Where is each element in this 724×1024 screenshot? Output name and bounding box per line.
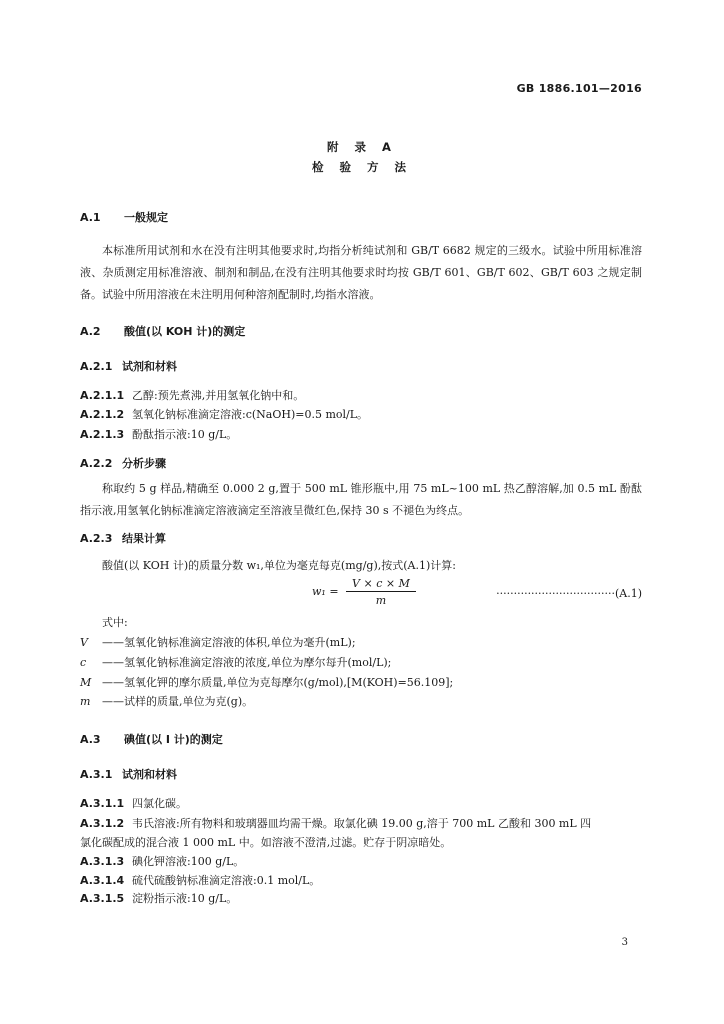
item-number: A.2.1.1 xyxy=(80,389,125,402)
list-item xyxy=(80,406,368,422)
section-number: A.2.3 xyxy=(80,532,113,545)
symbol: m xyxy=(80,695,91,708)
section-a21-heading xyxy=(80,358,177,374)
section-title: 碘值(以 I 计)的测定 xyxy=(124,733,223,746)
standard-code-header: GB 1886.101—2016 xyxy=(516,82,642,95)
symbol: V xyxy=(80,636,88,649)
item-number: A.3.1.1 xyxy=(80,797,125,810)
section-number: A.2.1 xyxy=(80,360,113,373)
section-a23-heading xyxy=(80,530,166,546)
symbol: M xyxy=(80,676,92,689)
section-number: A.2 xyxy=(80,325,101,338)
symbol-definition xyxy=(80,654,391,670)
symbol: c xyxy=(80,656,87,669)
symbol-definition xyxy=(80,634,356,650)
list-item xyxy=(80,387,304,403)
section-title: 结果计算 xyxy=(122,532,166,545)
formula-fraction xyxy=(346,577,416,607)
list-item xyxy=(80,795,187,811)
where-label: 式中: xyxy=(102,616,128,629)
item-text: 氢氧化钠标准滴定溶液:c(NaOH)=0.5 mol/L。 xyxy=(132,408,369,421)
item-number: A.2.1.3 xyxy=(80,428,125,441)
list-item xyxy=(80,890,237,906)
symbol-definition xyxy=(80,674,453,690)
definition-text: ——氢氧化钾的摩尔质量,单位为克每摩尔(g/mol),[M(KOH)=56.109]; xyxy=(102,676,454,689)
definition-text: ——试样的质量,单位为克(g)。 xyxy=(102,695,254,708)
item-text: 韦氏溶液:所有物料和玻璃器皿均需干燥。取氯化碘 19.00 g,溶于 700 mL 乙酸和 300 mL 四 xyxy=(132,817,592,830)
section-a22-paragraph: 称取约 5 g 样品,精确至 0.000 2 g,置于 500 mL 锥形瓶中,用 75 mL~100 mL 热乙醇溶解,加 0.5 mL 酚酞指示液,用氢氧化钠标准滴定溶液滴定至溶液呈微红色,保持 30 s 不褪色为终点。 xyxy=(80,482,642,517)
section-a1-heading xyxy=(80,209,168,225)
section-title: 试剂和材料 xyxy=(122,768,177,781)
item-number: A.2.1.2 xyxy=(80,408,125,421)
section-number: A.3.1 xyxy=(80,768,113,781)
section-number: A.3 xyxy=(80,733,101,746)
section-a2-heading xyxy=(80,323,245,339)
symbol-definition xyxy=(80,693,253,709)
list-item xyxy=(80,853,244,869)
list-item-continuation: 氯化碳配成的混合液 1 000 mL 中。如溶液不澄清,过滤。贮存于阴凉暗处。 xyxy=(80,836,452,849)
list-item xyxy=(80,872,320,888)
section-number: A.2.2 xyxy=(80,457,113,470)
section-a31-heading xyxy=(80,766,177,782)
equation-tag: ··································(A.1) xyxy=(496,587,642,600)
item-text: 四氯化碳。 xyxy=(132,797,187,810)
section-a22-heading xyxy=(80,455,166,471)
definition-text: ——氢氧化钠标准滴定溶液的体积,单位为毫升(mL); xyxy=(102,636,356,649)
item-text: 酚酞指示液:10 g/L。 xyxy=(132,428,238,441)
item-number: A.3.1.2 xyxy=(80,817,125,830)
item-number: A.3.1.3 xyxy=(80,855,125,868)
item-number: A.3.1.4 xyxy=(80,874,125,887)
item-number: A.3.1.5 xyxy=(80,892,125,905)
item-text: 硫代硫酸钠标准滴定溶液:0.1 mol/L。 xyxy=(132,874,321,887)
section-title: 一般规定 xyxy=(124,211,168,224)
section-a3-heading xyxy=(80,731,223,747)
formula-numerator: V × c × M xyxy=(346,577,416,592)
formula-intro: 酸值(以 KOH 计)的质量分数 w₁,单位为毫克每克(mg/g),按式(A.1)计算: xyxy=(102,559,456,572)
formula-lhs: w₁ = xyxy=(312,585,339,598)
formula-denominator: m xyxy=(375,594,387,607)
appendix-title: 检 验 方 法 xyxy=(311,160,412,174)
list-item xyxy=(80,815,591,831)
appendix-label: 附 录 A xyxy=(327,140,397,154)
section-title: 酸值(以 KOH 计)的测定 xyxy=(124,325,246,338)
section-title: 试剂和材料 xyxy=(122,360,177,373)
formula-a1 xyxy=(312,577,416,607)
item-text: 乙醇:预先煮沸,并用氢氧化钠中和。 xyxy=(132,389,305,402)
page-number: 3 xyxy=(621,937,628,948)
item-text: 碘化钾溶液:100 g/L。 xyxy=(132,855,245,868)
section-a1-paragraph: 本标准所用试剂和水在没有注明其他要求时,均指分析纯试剂和 GB/T 6682 规定的三级水。试验中所用标准溶液、杂质测定用标准溶液、制剂和制品,在没有注明其他要求时均按 GB/T 601、GB/T 602、GB/T 603 之规定制备。试验中所用溶液在未注明用何种溶剂配制时,均指水溶液。 xyxy=(80,244,642,301)
section-title: 分析步骤 xyxy=(122,457,166,470)
item-text: 淀粉指示液:10 g/L。 xyxy=(132,892,238,905)
list-item xyxy=(80,426,237,442)
section-number: A.1 xyxy=(80,211,101,224)
definition-text: ——氢氧化钠标准滴定溶液的浓度,单位为摩尔每升(mol/L); xyxy=(102,656,392,669)
